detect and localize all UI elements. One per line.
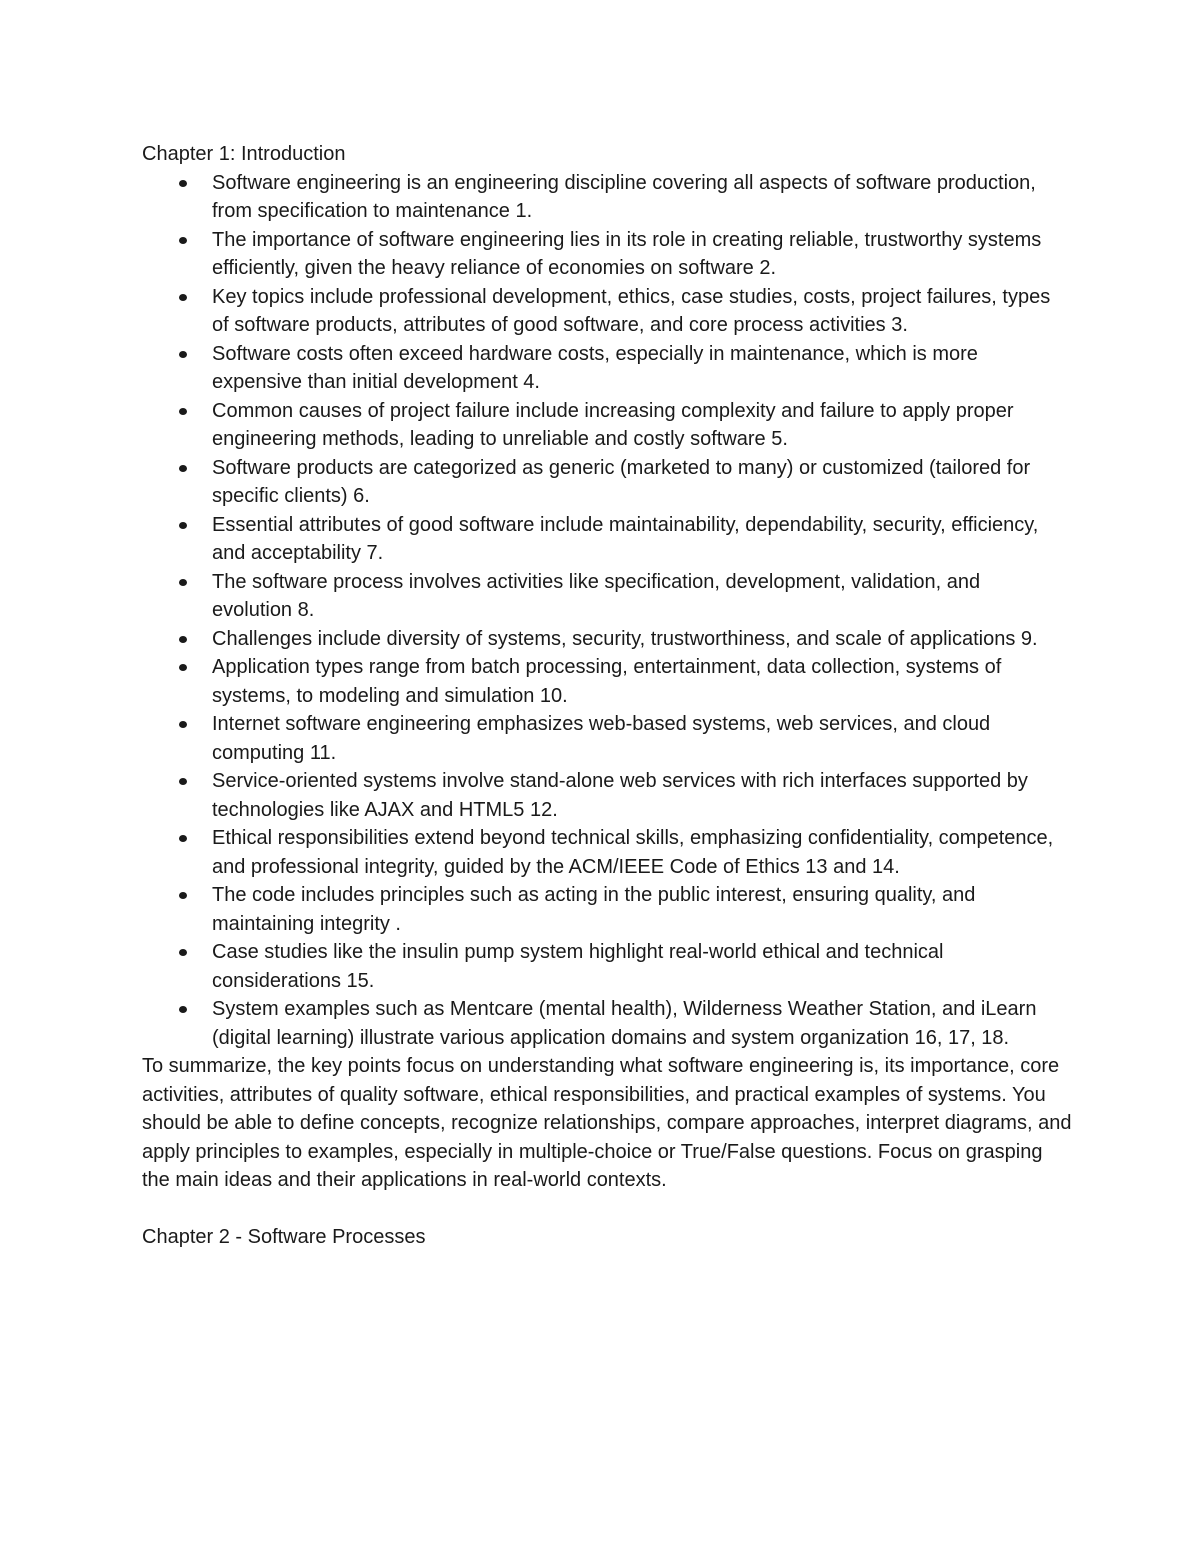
list-item — [142, 710, 1072, 767]
list-item-text: Internet software engineering emphasizes web-based systems, web services, and cloud computing 11. — [212, 713, 991, 764]
bullet-icon — [179, 835, 187, 842]
list-item-text: Software engineering is an engineering discipline covering all aspects of software production, from specification to maintenance 1. — [212, 171, 1036, 222]
bullet-icon — [179, 1006, 187, 1013]
list-item-text: System examples such as Mentcare (mental health), Wilderness Weather Station, and iLearn (digital learning) illustrate various application domains and system organization 16, 17, 18. — [212, 998, 1037, 1049]
list-item — [142, 767, 1072, 824]
list-item — [142, 653, 1072, 710]
list-item-text: Service-oriented systems involve stand-alone web services with rich interfaces supported by technologies like AJAX and HTML5 12. — [212, 770, 1028, 821]
paragraph-spacer — [142, 1195, 1072, 1224]
chapter-1-heading: Chapter 1: Introduction — [142, 143, 346, 165]
bullet-icon — [179, 892, 187, 899]
list-item-text: Case studies like the insulin pump system highlight real-world ethical and technical considerations 15. — [212, 941, 944, 992]
list-item — [142, 568, 1072, 625]
bullet-icon — [179, 721, 187, 728]
list-item-text: Software products are categorized as generic (marketed to many) or customized (tailored for specific clients) 6. — [212, 456, 1031, 507]
list-item — [142, 169, 1072, 226]
list-item-text: Application types range from batch processing, entertainment, data collection, systems of systems, to modeling and simulation 10. — [212, 656, 1002, 707]
list-item — [142, 511, 1072, 568]
bullet-icon — [179, 778, 187, 785]
chapter-1-summary: To summarize, the key points focus on understanding what software engineering is, its importance, core activities, attributes of quality software, ethical responsibilities, and practical examples of systems. You should be able to define concepts, recognize relationships, compare approaches, interpret diagrams, and apply principles to examples, especially in multiple-choice or True/False questions. Focus on grasping the main ideas and their applications in real-world contexts. — [142, 1055, 1072, 1191]
chapter-2-heading: Chapter 2 - Software Processes — [142, 1226, 426, 1248]
list-item-text: Key topics include professional development, ethics, case studies, costs, project failures, types of software products, attributes of good software, and core process activities 3. — [212, 285, 1051, 336]
bullet-icon — [179, 579, 187, 586]
bullet-icon — [179, 664, 187, 671]
list-item-text: Common causes of project failure include increasing complexity and failure to apply proper engineering methods, leading to unreliable and costly software 5. — [212, 399, 1014, 450]
list-item-text: The importance of software engineering lies in its role in creating reliable, trustworthy systems efficiently, given the heavy reliance of economies on software 2. — [212, 228, 1042, 279]
list-item — [142, 824, 1072, 881]
bullet-icon — [179, 351, 187, 358]
list-item — [142, 625, 1072, 654]
list-item — [142, 938, 1072, 995]
document-page — [142, 140, 1072, 1252]
list-item — [142, 881, 1072, 938]
bullet-icon — [179, 949, 187, 956]
chapter-1-bullet-list — [142, 169, 1072, 1053]
list-item-text: The software process involves activities like specification, development, validation, and evolution 8. — [212, 570, 981, 621]
list-item-text: Ethical responsibilities extend beyond technical skills, emphasizing confidentiality, competence, and professional integrity, guided by the ACM/IEEE Code of Ethics 13 and 14. — [212, 827, 1054, 878]
list-item — [142, 397, 1072, 454]
list-item-text: Software costs often exceed hardware costs, especially in maintenance, which is more expensive than initial development 4. — [212, 342, 978, 393]
bullet-icon — [179, 408, 187, 415]
list-item — [142, 283, 1072, 340]
list-item — [142, 340, 1072, 397]
list-item-text: Challenges include diversity of systems, security, trustworthiness, and scale of applications 9. — [212, 627, 1038, 650]
list-item-text: Essential attributes of good software include maintainability, dependability, security, efficiency, and acceptability 7. — [212, 513, 1039, 564]
bullet-icon — [179, 465, 187, 472]
bullet-icon — [179, 180, 187, 187]
list-item — [142, 454, 1072, 511]
bullet-icon — [179, 294, 187, 301]
list-item-text: The code includes principles such as acting in the public interest, ensuring quality, and maintaining integrity . — [212, 884, 976, 935]
list-item — [142, 995, 1072, 1052]
bullet-icon — [179, 522, 187, 529]
bullet-icon — [179, 636, 187, 643]
bullet-icon — [179, 237, 187, 244]
list-item — [142, 226, 1072, 283]
